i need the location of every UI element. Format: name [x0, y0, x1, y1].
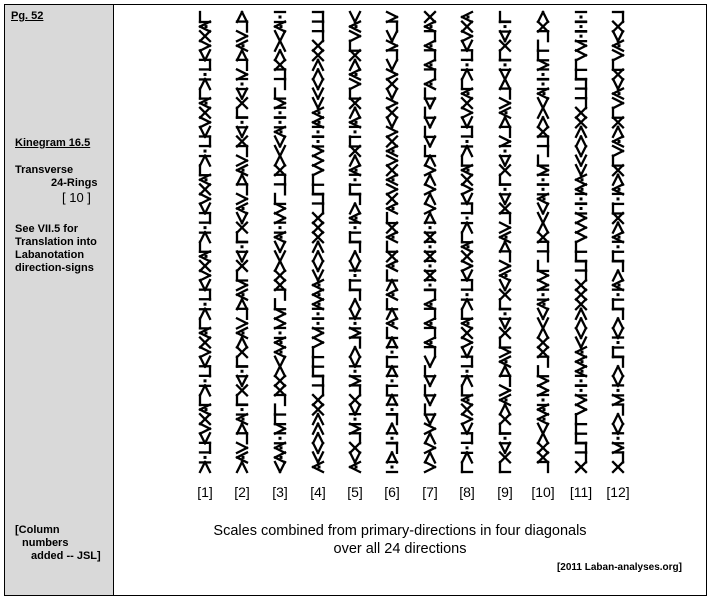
caption-line2: over all 24 directions: [333, 541, 467, 557]
direction-sign-column: [200, 12, 210, 472]
column-label: [2]: [234, 484, 250, 500]
column-label: [7]: [422, 484, 438, 500]
column-label: [5]: [347, 484, 363, 500]
direction-sign-column: [350, 12, 360, 472]
direction-sign-column: [462, 12, 472, 472]
credit-line: [2011 Laban-analyses.org]: [556, 562, 682, 573]
column-label: [11]: [569, 484, 593, 500]
main-panel: [115, 5, 706, 595]
column-label: [4]: [310, 484, 326, 500]
column-label: [10]: [531, 484, 555, 500]
direction-sign-column: [500, 12, 510, 472]
caption-line1: Scales combined from primary-directions in four diagonals: [213, 523, 587, 539]
direction-sign-column: [613, 12, 623, 472]
direction-sign-column: [387, 12, 397, 472]
direction-sign-column: [275, 12, 285, 472]
direction-sign-column: [313, 12, 323, 472]
column-note-line2: numbers: [22, 537, 69, 549]
column-note-line3: added -- JSL]: [31, 550, 101, 562]
page-number: Pg. 52: [11, 10, 44, 22]
caption: [200, 522, 600, 558]
direction-sign-column: [538, 12, 548, 472]
subtitle-count: [ 10 ]: [62, 190, 91, 205]
kinegram-title: Kinegram 16.5: [15, 137, 91, 149]
subtitle-line2: 24-Rings: [51, 177, 98, 189]
see-note-line3: Labanotation: [15, 249, 85, 261]
subtitle-line1: Transverse: [15, 164, 74, 176]
column-label: [9]: [497, 484, 513, 500]
column-label: [8]: [459, 484, 475, 500]
direction-sign-column: [237, 12, 247, 472]
column-note-line1: [Column: [15, 524, 60, 536]
column-label: [3]: [272, 484, 288, 500]
see-note-line4: direction-signs: [15, 262, 94, 274]
column-label: [1]: [197, 484, 213, 500]
column-label: [12]: [606, 484, 630, 500]
direction-sign-column: [425, 12, 435, 472]
see-note-line1: See VII.5 for: [15, 223, 78, 235]
sidebar: [5, 5, 114, 595]
direction-sign-column: [576, 12, 586, 472]
column-label: [6]: [384, 484, 400, 500]
see-note-line2: Translation into: [15, 236, 97, 248]
kinegram-figure: [115, 5, 706, 480]
